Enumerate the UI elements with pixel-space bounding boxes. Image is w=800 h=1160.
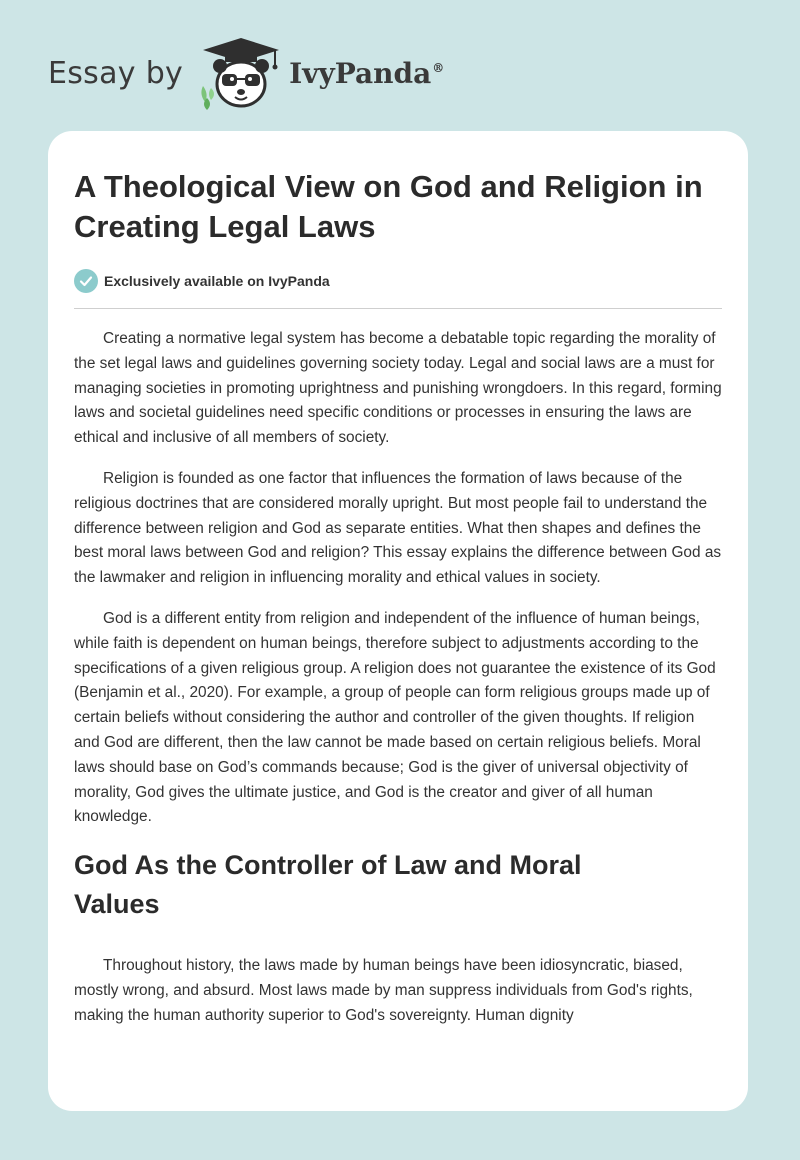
divider	[74, 308, 722, 309]
panda-mascot-icon	[197, 36, 285, 110]
site-logo[interactable]	[48, 36, 444, 110]
check-icon	[74, 269, 98, 293]
section-heading: God As the Controller of Law and Moral Values	[74, 850, 582, 920]
logo-prefix: Essay by	[48, 55, 184, 91]
paragraph: Religion is founded as one factor that influences the formation of laws because of the religious doctrines that are considered morally upright. But most people fail to understand the difference between religion and God as separate entities. What then shapes and defines the best moral laws between God and religion? This essay explains the difference between God as the lawmaker and religion in influencing morality and ethical values in society.	[74, 469, 722, 587]
article-title: A Theological View on God and Religion in Creating Legal Laws	[74, 169, 703, 244]
registered-mark: ®	[432, 61, 445, 76]
article-body	[74, 327, 722, 1029]
badge-text: Exclusively available on IvyPanda	[104, 273, 330, 289]
article-card	[48, 131, 748, 1111]
logo-brand-name: IvyPanda®	[289, 56, 445, 90]
paragraph: Creating a normative legal system has become a debatable topic regarding the morality of the set legal laws and guidelines governing society today. Legal and social laws are a must for managing societies in promoting uprightness and punishing wrongdoers. In this regard, forming laws and societal guidelines need specific conditions or processes in ensuring the laws are ethical and inclusive of all members of society.	[74, 330, 722, 447]
exclusive-badge	[74, 269, 722, 293]
paragraph: Throughout history, the laws made by human beings have been idiosyncratic, biased, mostly wrong, and absurd. Most laws made by man suppress individuals from God's rights, making the human authority superior to God's sovereignty. Human dignity	[74, 957, 693, 1024]
paragraph: God is a different entity from religion and independent of the influence of human beings, while faith is dependent on human beings, therefore subject to adjustments according to the specifications of a given religious group. A religion does not guarantee the existence of its God (Benjamin et al., 2020). For example, a group of people can form religious groups made up of certain beliefs without considering the author and controller of the given thoughts. If religion and God are different, then the law cannot be made based on certain religious beliefs. Moral laws should base on God’s commands because; God is the giver of universal objectivity of morality, God gives the ultimate justice, and God is the creator and giver of all human knowledge.	[74, 609, 716, 826]
